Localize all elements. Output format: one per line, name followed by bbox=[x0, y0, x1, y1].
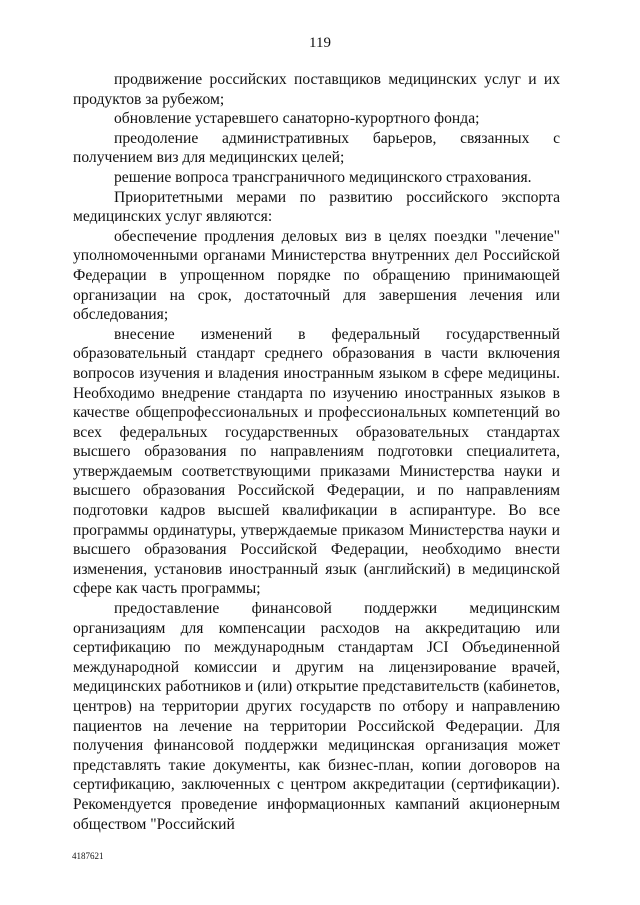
paragraph-business-visas: обеспечение продления деловых виз в целях поездки "лечение" уполномоченными органами Министерства внутренних дел Российской Федерации в упрощенном порядке по обращению принимающей организации на срок, достаточный для завершения лечения или обследования; bbox=[73, 227, 560, 324]
paragraph-priority-measures: Приоритетными мерами по развитию российского экспорта медицинских услуг являются: bbox=[73, 188, 560, 226]
paragraph-visa-barriers: преодоление административных барьеров, связанных с получением виз для медицинских целей; bbox=[73, 129, 560, 167]
paragraph-education-standard: внесение изменений в федеральный государственный образовательный стандарт среднего образования в части включения вопросов изучения и владения иностранным языком в сфере медицины. Необходимо внедрение стандарта по изучению иностранных языков в качестве общепрофессиональных и профессиональных компетенций во всех федеральных государственных образовательных стандартах высшего образования по направлениям подготовки специалитета, утверждаемым соответствующими приказами Министерства науки и высшего образования Российской Федерации, и по направлениям подготовки кадров высшей квалификации в аспирантуре. Во все программы ординатуры, утверждаемые приказом Министерства науки и высшего образования Российской Федерации, необходимо внести изменения, установив иностранный язык (английский) в медицинской сфере как часть программы; bbox=[73, 325, 560, 598]
paragraph-insurance: решение вопроса трансграничного медицинского страхования. bbox=[114, 168, 532, 186]
page-number: 119 bbox=[309, 35, 331, 51]
paragraph-promotion: продвижение российских поставщиков медицинских услуг и их продуктов за рубежом; bbox=[73, 71, 560, 108]
paragraph-financial-support: предоставление финансовой поддержки медицинским организациям для компенсации расходов на аккредитацию или сертификацию по международным стандартам JCI Объединенной международной комиссии и другим на лицензирование врачей, медицинских работников и (или) открытие представительств (кабинетов, центров) на территории других государств по отбору и направлению пациентов на лечение на территории Российской Федерации. Для получения финансовой поддержки медицинская организация может представлять такие документы, как бизнес-план, копии договоров на сертификацию, заключенных с центром аккредитации (сертификации). Рекомендуется проведение информационных кампаний акционерным обществом "Российский bbox=[73, 600, 560, 833]
document-code: 4187621 bbox=[72, 851, 104, 861]
paragraph-sanatorium: обновление устаревшего санаторно-курортного фонда; bbox=[114, 110, 480, 128]
document-body bbox=[73, 70, 560, 834]
